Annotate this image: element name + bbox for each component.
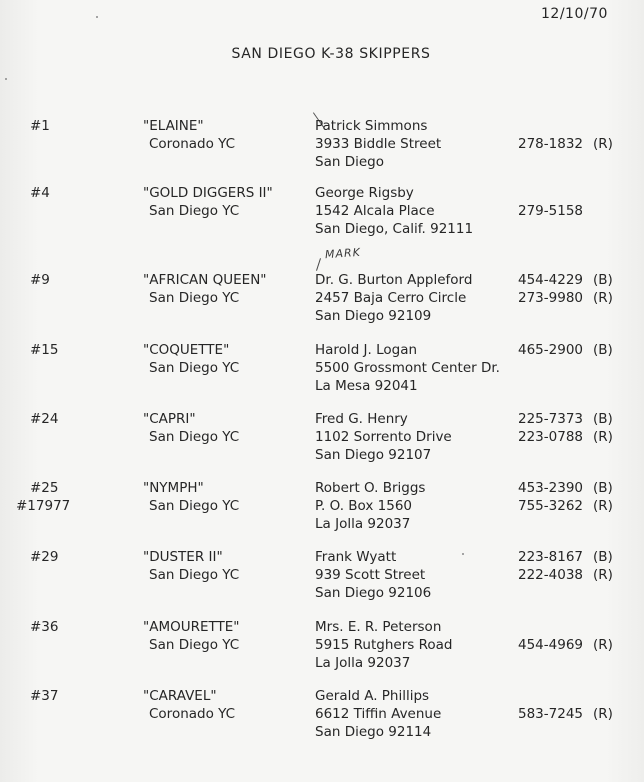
skipper-address	[315, 687, 441, 741]
sail-number	[30, 618, 59, 636]
skipper-address	[315, 184, 473, 238]
phone-line	[518, 202, 593, 220]
document-date: 12/10/70	[541, 6, 608, 22]
phone-number: 755-3262	[518, 498, 583, 514]
phone-line	[518, 289, 613, 307]
paper-speck	[96, 16, 98, 18]
sail-number	[16, 479, 84, 515]
street-address: 939 Scott Street	[315, 567, 426, 583]
phone-label: (B)	[593, 411, 613, 427]
boat-name: "DUSTER II"	[143, 549, 223, 565]
sail-number	[30, 687, 59, 705]
phone-label: (B)	[593, 549, 613, 565]
boat-info	[143, 410, 239, 446]
phone-line	[518, 705, 613, 723]
handwritten-arrow	[316, 258, 321, 271]
sail-number	[30, 410, 59, 428]
skipper-name: Gerald A. Phillips	[315, 688, 430, 704]
phone-label: (R)	[593, 637, 613, 653]
phone-numbers	[518, 548, 613, 584]
phone-number: 222-4038	[518, 567, 583, 583]
phone-label: (R)	[593, 706, 613, 722]
skipper-address	[315, 117, 441, 171]
yacht-club: San Diego YC	[149, 360, 240, 376]
sail-number-text: #37	[30, 688, 59, 704]
street-address: 3933 Biddle Street	[315, 136, 442, 152]
street-address: 5500 Grossmont Center Dr.	[315, 360, 500, 376]
skipper-entry	[0, 271, 644, 331]
sail-number-alt: #17977	[16, 498, 71, 514]
skipper-name: Frank Wyatt	[315, 549, 397, 565]
city: San Diego 92106	[315, 585, 432, 601]
phone-line	[518, 497, 613, 515]
phone-number: 583-7245	[518, 706, 583, 722]
phone-numbers	[518, 687, 613, 723]
yacht-club: San Diego YC	[149, 567, 240, 583]
street-address: 1542 Alcala Place	[315, 203, 435, 219]
phone-line	[518, 636, 613, 654]
phone-line	[518, 618, 613, 636]
phone-numbers	[518, 135, 613, 153]
boat-name: "AFRICAN QUEEN"	[143, 272, 267, 288]
boat-info	[143, 341, 239, 377]
skipper-name: Harold J. Logan	[315, 342, 418, 358]
boat-name: "COQUETTE"	[143, 342, 230, 358]
skipper-entry	[0, 687, 644, 747]
sail-number-text: #25	[30, 480, 59, 496]
phone-label: (B)	[593, 480, 613, 496]
street-address: 2457 Baja Cerro Circle	[315, 290, 467, 306]
boat-name: "NYMPH"	[143, 480, 204, 496]
phone-line	[518, 410, 613, 428]
skipper-entry	[0, 410, 644, 470]
phone-label: (R)	[593, 498, 613, 514]
sail-number	[30, 341, 59, 359]
phone-line	[518, 566, 613, 584]
phone-label: (B)	[593, 272, 613, 288]
phone-number: 223-8167	[518, 549, 583, 565]
sail-number-text: #15	[30, 342, 59, 358]
sail-number	[30, 117, 50, 135]
city: San Diego 92109	[315, 308, 432, 324]
yacht-club: San Diego YC	[149, 429, 240, 445]
yacht-club: Coronado YC	[149, 706, 236, 722]
skipper-entry	[0, 341, 644, 401]
skipper-name: Patrick Simmons	[315, 118, 428, 134]
skipper-entry	[0, 548, 644, 608]
sail-number-text: #1	[30, 118, 50, 134]
phone-label: (R)	[593, 290, 613, 306]
sail-number	[30, 184, 50, 202]
phone-number: 278-1832	[518, 136, 583, 152]
city: San Diego	[315, 154, 384, 170]
skipper-address	[315, 271, 472, 325]
paper-speck	[5, 78, 7, 80]
skipper-address	[315, 341, 500, 395]
boat-name: "GOLD DIGGERS II"	[143, 185, 273, 201]
boat-name: "AMOURETTE"	[143, 619, 240, 635]
sail-number-text: #9	[30, 272, 50, 288]
skipper-name: Fred G. Henry	[315, 411, 408, 427]
city: San Diego 92114	[315, 724, 432, 740]
phone-numbers	[518, 271, 613, 307]
boat-name: "CAPRI"	[143, 411, 196, 427]
handwritten-annotation: MARK	[324, 245, 362, 262]
phone-numbers	[518, 341, 613, 359]
skipper-address	[315, 548, 431, 602]
boat-info	[143, 184, 273, 220]
phone-numbers	[518, 479, 613, 515]
yacht-club: San Diego YC	[149, 203, 240, 219]
sail-number-text: #36	[30, 619, 59, 635]
boat-info	[143, 687, 235, 723]
sail-number	[30, 548, 59, 566]
boat-info	[143, 548, 239, 584]
boat-name: "CARAVEL"	[143, 688, 217, 704]
boat-info	[143, 479, 239, 515]
city: San Diego, Calif. 92111	[315, 221, 474, 237]
phone-line	[518, 428, 613, 446]
yacht-club: San Diego YC	[149, 637, 240, 653]
phone-number: 279-5158	[518, 203, 583, 219]
phone-numbers	[518, 202, 593, 220]
phone-line	[518, 548, 613, 566]
skipper-address	[315, 410, 452, 464]
phone-numbers	[518, 618, 613, 654]
phone-line	[518, 687, 613, 705]
boat-info	[143, 117, 235, 153]
yacht-club: San Diego YC	[149, 498, 240, 514]
city: La Jolla 92037	[315, 516, 411, 532]
yacht-club: San Diego YC	[149, 290, 240, 306]
document-title: SAN DIEGO K-38 SKIPPERS	[231, 46, 431, 62]
phone-label: (B)	[593, 342, 613, 358]
street-address: P. O. Box 1560	[315, 498, 413, 514]
skipper-name: George Rigsby	[315, 185, 414, 201]
phone-line	[518, 479, 613, 497]
yacht-club: Coronado YC	[149, 136, 236, 152]
sail-number-text: #24	[30, 411, 59, 427]
skipper-name: Mrs. E. R. Peterson	[315, 619, 442, 635]
skipper-entry	[0, 618, 644, 678]
skipper-address	[315, 618, 452, 672]
street-address: 6612 Tiffin Avenue	[315, 706, 442, 722]
phone-line	[518, 135, 613, 153]
sail-number	[30, 271, 50, 289]
phone-line	[518, 341, 613, 359]
phone-label: (R)	[593, 567, 613, 583]
boat-name: "ELAINE"	[143, 118, 204, 134]
skipper-entry	[0, 479, 644, 539]
boat-info	[143, 618, 240, 654]
street-address: 1102 Sorrento Drive	[315, 429, 452, 445]
sail-number-text: #4	[30, 185, 50, 201]
street-address: 5915 Rutghers Road	[315, 637, 453, 653]
phone-number: 453-2390	[518, 480, 583, 496]
phone-number: 225-7373	[518, 411, 583, 427]
boat-info	[143, 271, 267, 307]
phone-number: 273-9980	[518, 290, 583, 306]
city: San Diego 92107	[315, 447, 432, 463]
skipper-name: Robert O. Briggs	[315, 480, 426, 496]
skipper-name: Dr. G. Burton Appleford	[315, 272, 473, 288]
phone-label: (R)	[593, 429, 613, 445]
phone-number: 223-0788	[518, 429, 583, 445]
phone-line	[518, 271, 613, 289]
phone-number: 465-2900	[518, 342, 583, 358]
skipper-entry	[0, 184, 644, 244]
phone-number: 454-4229	[518, 272, 583, 288]
city: La Jolla 92037	[315, 655, 411, 671]
phone-numbers	[518, 410, 613, 446]
skipper-address	[315, 479, 425, 533]
city: La Mesa 92041	[315, 378, 418, 394]
sail-number-text: #29	[30, 549, 59, 565]
skipper-entry	[0, 117, 644, 177]
phone-label: (R)	[593, 136, 613, 152]
phone-number: 454-4969	[518, 637, 583, 653]
